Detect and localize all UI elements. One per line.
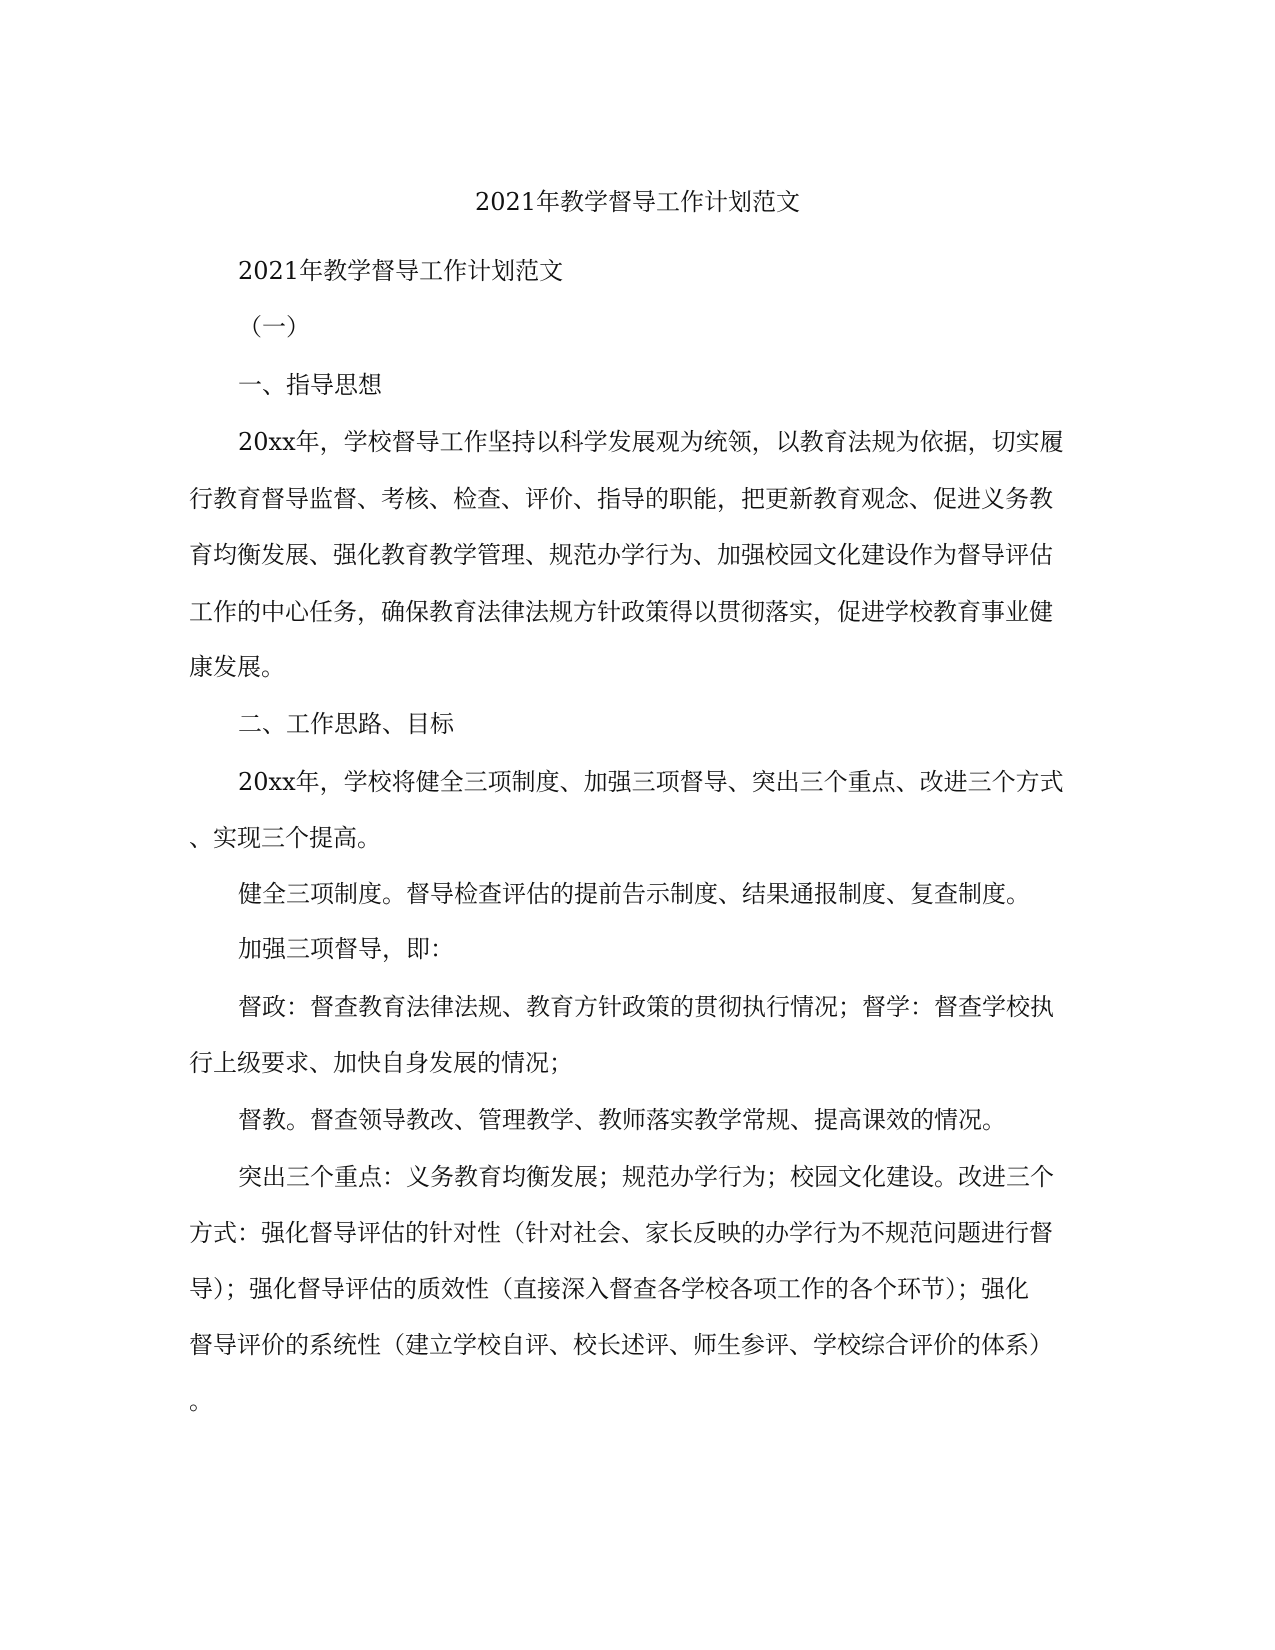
paragraph-7-line-4: 督导评价的系统性（建立学校自评、校长述评、师生参评、学校综合评价的体系） [189,1331,1053,1359]
paragraph-7-line-5: 。 [189,1387,213,1415]
document-subtitle: 2021年教学督导工作计划范文 [238,257,564,285]
heading-work-ideas: 二、工作思路、目标 [238,710,454,738]
document-title: 2021年教学督导工作计划范文 [474,188,801,216]
paragraph-1-line-3: 育均衡发展、强化教育教学管理、规范办学行为、加强校园文化建设作为督导评估 [189,541,1053,569]
paragraph-2-line-2: 、实现三个提高。 [189,824,381,852]
heading-guiding-thought: 一、指导思想 [238,371,382,399]
paragraph-7-line-3: 导）；强化督导评估的质效性（直接深入督查各学校各项工作的各个环节）；强化 [189,1275,1029,1303]
paragraph-1-line-5: 康发展。 [189,653,285,681]
paragraph-1-line-2: 行教育督导监督、考核、检查、评价、指导的职能，把更新教育观念、促进义务教 [189,485,1053,513]
paragraph-6: 督教。督查领导教改、管理教学、教师落实教学常规、提高课效的情况。 [238,1106,1006,1134]
paragraph-4: 加强三项督导，即： [238,935,454,963]
paragraph-3: 健全三项制度。督导检查评估的提前告示制度、结果通报制度、复查制度。 [238,880,1030,908]
paragraph-1-line-4: 工作的中心任务，确保教育法律法规方针政策得以贯彻落实，促进学校教育事业健 [189,598,1053,626]
paragraph-5-line-1: 督政：督查教育法律法规、教育方针政策的贯彻执行情况；督学：督查学校执 [238,993,1054,1021]
paragraph-7-line-1: 突出三个重点：义务教育均衡发展；规范办学行为；校园文化建设。改进三个 [238,1163,1054,1191]
paragraph-7-line-2: 方式：强化督导评估的针对性（针对社会、家长反映的办学行为不规范问题进行督 [189,1219,1053,1247]
section-number: （一） [238,313,310,341]
paragraph-5-line-2: 行上级要求、加快自身发展的情况； [189,1049,573,1077]
paragraph-2-line-1: 20xx年，学校将健全三项制度、加强三项督导、突出三个重点、改进三个方式 [238,768,1064,796]
paragraph-1-line-1: 20xx年，学校督导工作坚持以科学发展观为统领，以教育法规为依据，切实履 [238,428,1064,456]
